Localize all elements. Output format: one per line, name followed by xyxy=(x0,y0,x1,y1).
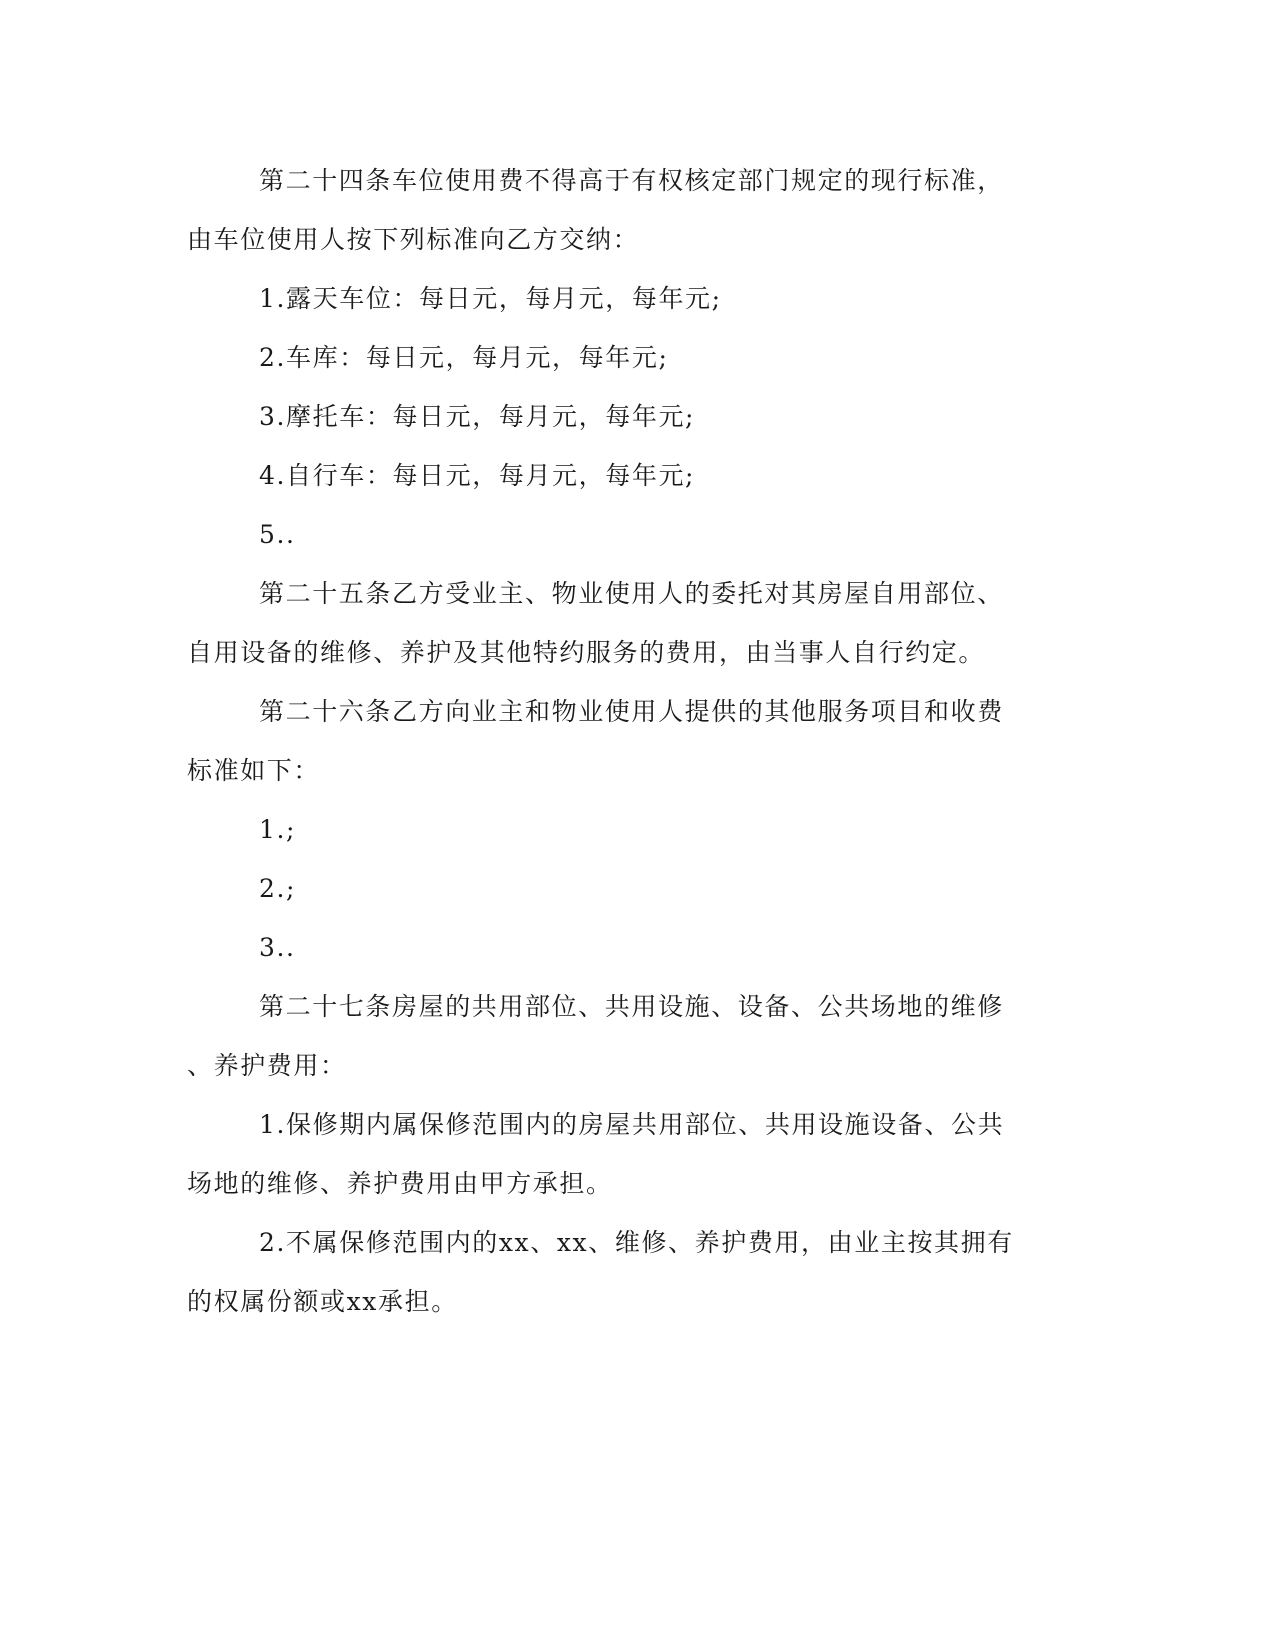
article-26-line-1: 第二十六条乙方向业主和物业使用人提供的其他服务项目和收费 xyxy=(259,697,1004,726)
list-item-3: 3.. xyxy=(259,933,296,962)
article-24-line-1: 第二十四条车位使用费不得高于有权核定部门规定的现行标准， xyxy=(259,166,1004,195)
list-item-motorcycle: 3.摩托车：每日元，每月元，每年元; xyxy=(259,402,696,431)
list-item-2: 2.; xyxy=(259,874,297,903)
article-25-line-2: 自用设备的维修、养护及其他特约服务的费用，由当事人自行约定。 xyxy=(187,638,986,667)
list-item-5: 5.. xyxy=(259,520,296,549)
list-item-bicycle: 4.自行车：每日元，每月元，每年元; xyxy=(259,461,696,490)
list-item-garage: 2.车库：每日元，每月元，每年元; xyxy=(259,343,669,372)
article-26-line-2: 标准如下： xyxy=(187,756,321,785)
article-27-line-1: 第二十七条房屋的共用部位、共用设施、设备、公共场地的维修 xyxy=(259,992,1004,1021)
article-27-item-2-line-1: 2.不属保修范围内的xx、xx、维修、养护费用，由业主按其拥有 xyxy=(259,1228,1014,1257)
article-27-item-1-line-1: 1.保修期内属保修范围内的房屋共用部位、共用设施设备、公共 xyxy=(259,1110,1005,1139)
article-24-line-2: 由车位使用人按下列标准向乙方交纳： xyxy=(187,225,640,254)
article-27-item-1-line-2: 场地的维修、养护费用由甲方承担。 xyxy=(187,1169,613,1198)
article-25-line-1: 第二十五条乙方受业主、物业使用人的委托对其房屋自用部位、 xyxy=(259,579,1004,608)
list-item-open-air-parking: 1.露天车位：每日元，每月元，每年元; xyxy=(259,284,722,313)
list-item-1: 1.; xyxy=(259,815,297,844)
article-27-line-2: 、养护费用： xyxy=(187,1051,347,1080)
article-27-item-2-line-2: 的权属份额或xx承担。 xyxy=(187,1287,458,1316)
